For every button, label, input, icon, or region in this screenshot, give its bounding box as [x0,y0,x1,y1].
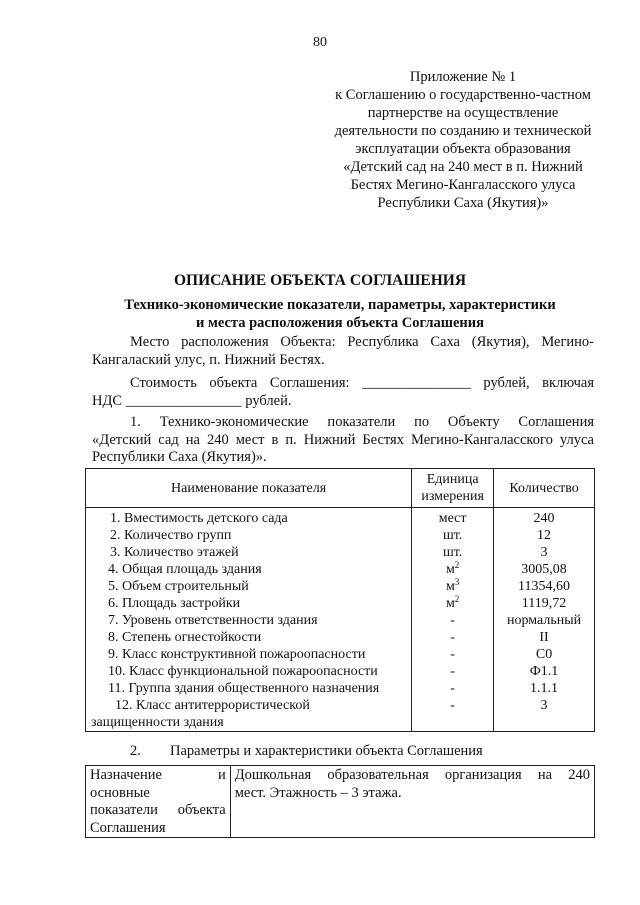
header-unit [412,469,494,508]
params-value-line: Дошкольная образовательная организация на 240 [234,767,590,783]
row-unit [412,527,494,544]
page-number: 80 [313,35,327,50]
row-unit [412,663,494,680]
row-unit-text: м [445,579,455,594]
row-name: 6. Площадь застройки [86,595,412,612]
section2-number: 2. [130,743,141,759]
section2-heading [130,743,483,761]
row-unit-text: м [445,596,455,611]
row-name: 10. Класс функциональной пожароопасности [86,663,412,680]
row-name: 7. Уровень ответственности здания [86,612,412,629]
row-name-line: защищенности здания [91,715,224,730]
row-name [86,697,412,732]
row-qty: 12 [494,527,595,544]
row-unit [412,612,494,629]
table-row [86,663,595,680]
header-unit-line: измерения [421,489,484,504]
row-unit [412,646,494,663]
row-unit-text: - [450,664,455,679]
document-subtitle [80,296,600,332]
params-label-line: Назначение и [90,767,226,783]
row-qty: нормальный [494,612,595,629]
row-qty: Ф1.1 [494,663,595,680]
location-line: Кангалаский улус, п. Нижний Бестях. [92,351,325,368]
row-unit [412,629,494,646]
row-unit-text: шт. [442,545,463,560]
cost-line: Стоимость объекта Соглашения: _______________ рублей, включая [130,375,594,391]
section1-line: 1. Технико-экономические показатели по Объекту Соглашения [130,414,594,430]
row-unit-text: мест [438,511,467,526]
location-line: Место расположения Объекта: Республика Саха (Якутия), Мегино- [130,334,594,350]
section1-paragraph [92,414,594,467]
row-unit-text: - [450,630,455,645]
params-value-line: мест. Этажность – 3 этажа. [234,784,402,801]
table-row [86,544,595,561]
appendix-line: «Детский сад на 240 мест в п. Нижний [343,159,583,175]
row-name: 11. Группа здания общественного назначения [86,680,412,697]
params-table [85,765,595,838]
row-unit [412,561,494,578]
header-qty: Количество [494,469,595,508]
params-label-line: основные [90,784,150,801]
section1-line: Республики Саха (Якутия)». [92,449,267,465]
table-row [86,766,595,838]
row-name: 3. Количество этажей [86,544,412,561]
section1-line: «Детский сад на 240 мест в п. Нижний Бестях Мегино-Кангаласского улуса [92,431,594,448]
row-qty: 1119,72 [494,595,595,612]
subtitle-line: и места расположения объекта Соглашения [196,315,484,331]
row-unit [412,578,494,595]
header-name: Наименование показателя [86,469,412,508]
header-unit-line: Единица [426,472,479,487]
row-name: 1. Вместимость детского сада [86,508,412,528]
appendix-line: Республики Саха (Якутия)» [377,195,549,211]
row-unit-text: м [445,562,455,577]
row-qty: 3 [494,544,595,561]
table-row [86,561,595,578]
table-header-row [86,469,595,508]
cost-line: НДС ________________ рублей. [92,392,292,409]
row-unit-text: шт. [442,528,463,543]
document-title: ОПИСАНИЕ ОБЪЕКТА СОГЛАШЕНИЯ [173,272,467,289]
row-unit-text: - [450,681,455,696]
row-qty: 3 [494,697,595,732]
location-paragraph [92,334,594,369]
table-row [86,680,595,697]
row-name: 5. Объем строительный [86,578,412,595]
params-label-line: показатели объекта [90,802,226,818]
row-name-line: 12. Класс антитеррористической [115,698,310,713]
table-row [86,595,595,612]
row-name: 2. Количество групп [86,527,412,544]
params-label [86,766,231,838]
appendix-line: партнерстве на осуществление [367,105,559,121]
row-unit-text: - [450,613,455,628]
row-name: 4. Общая площадь здания [86,561,412,578]
appendix-line: деятельности по созданию и технической [334,123,592,139]
row-qty: II [494,629,595,646]
row-unit [412,544,494,561]
indicators-table [85,468,595,732]
appendix-line: Бестях Мегино-Кангаласского улуса [350,177,576,193]
row-qty: 11354,60 [494,578,595,595]
table-row [86,612,595,629]
row-unit-exponent: 2 [454,594,460,604]
appendix-line: Приложение № 1 [409,69,517,85]
section2-title: Параметры и характеристики объекта Соглашения [170,743,483,759]
appendix-line: к Соглашению о государственно-частном [335,87,591,103]
row-qty: С0 [494,646,595,663]
row-unit-text: - [450,647,455,662]
row-unit: - [412,697,494,732]
row-name: 8. Степень огнестойкости [86,629,412,646]
table-row [86,527,595,544]
row-qty: 1.1.1 [494,680,595,697]
row-unit-exponent: 3 [454,577,460,587]
table-row [86,508,595,528]
params-value [230,766,594,838]
table-row [86,697,595,732]
appendix-header [318,68,608,212]
row-name: 9. Класс конструктивной пожароопасности [86,646,412,663]
appendix-line: эксплуатации объекта образования [355,141,571,157]
row-qty: 240 [494,508,595,528]
row-unit [412,680,494,697]
row-unit [412,595,494,612]
table-row [86,629,595,646]
params-label-line: Соглашения [90,819,166,836]
subtitle-line: Технико-экономические показатели, параметры, характеристики [124,297,556,313]
row-unit [412,508,494,528]
row-qty: 3005,08 [494,561,595,578]
row-unit-exponent: 2 [454,560,460,570]
table-row [86,646,595,663]
cost-paragraph [92,375,594,410]
table-row [86,578,595,595]
